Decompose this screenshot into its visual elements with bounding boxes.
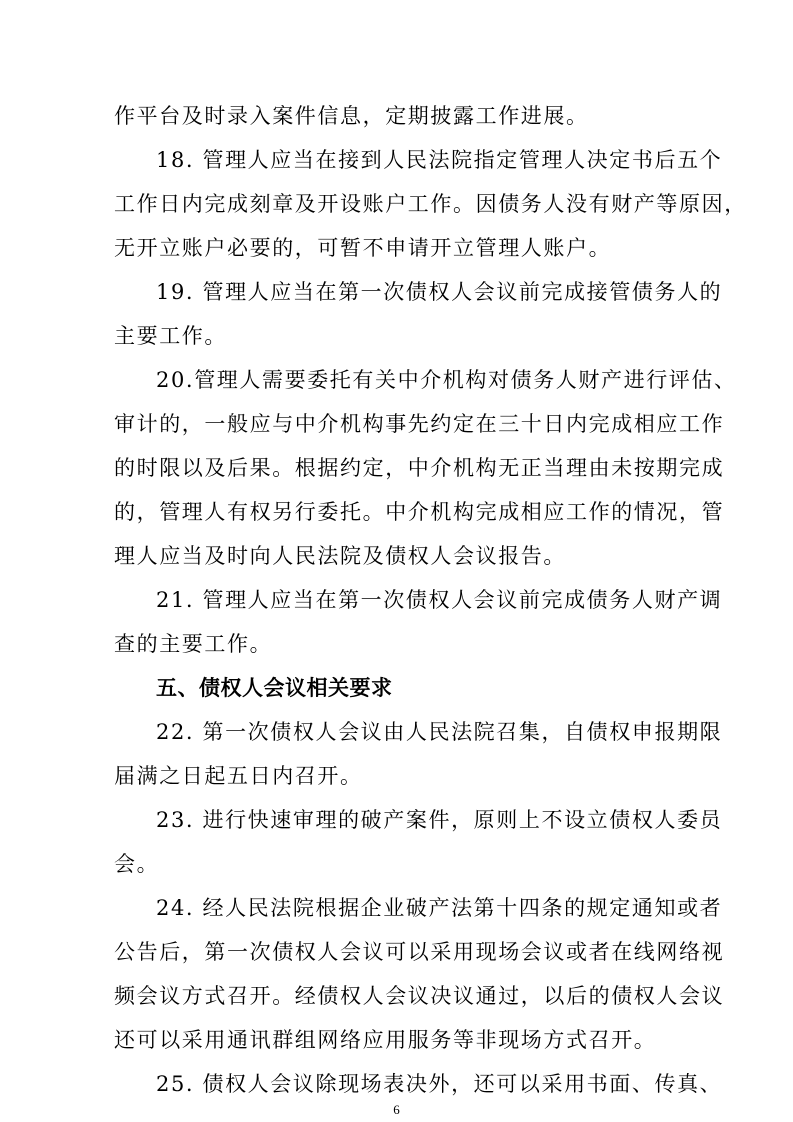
paragraph-20-start: 20.管理人需要委托有关中介机构对债务人财产进行评估、 xyxy=(156,368,737,392)
text-line: 频会议方式召开。经债权人会议决议通过，以后的债权人会议 xyxy=(114,984,725,1008)
text-line: 届满之日起五日内召开。 xyxy=(114,764,363,788)
paragraph-21-start: 21. 管理人应当在第一次债权人会议前完成债务人财产调 xyxy=(156,588,723,612)
page-number: 6 xyxy=(393,1102,400,1117)
text-line: 还可以采用通讯群组网络应用服务等非现场方式召开。 xyxy=(114,1028,657,1052)
text-line: 审计的，一般应与中介机构事先约定在三十日内完成相应工作 xyxy=(114,412,725,436)
text-line: 无开立账户必要的，可暂不申请开立管理人账户。 xyxy=(114,236,612,260)
paragraph-23-start: 23. 进行快速审理的破产案件，原则上不设立债权人委员 xyxy=(156,808,723,832)
text-line: 查的主要工作。 xyxy=(114,632,273,656)
text-line: 会。 xyxy=(114,852,160,876)
text-line: 的时限以及后果。根据约定，中介机构无正当理由未按期完成 xyxy=(114,456,725,480)
text-line: 的，管理人有权另行委托。中介机构完成相应工作的情况，管 xyxy=(114,500,725,524)
text-line: 理人应当及时向人民法院及债权人会议报告。 xyxy=(114,544,566,568)
text-line: 主要工作。 xyxy=(114,324,227,348)
paragraph-22-start: 22. 第一次债权人会议由人民法院召集，自债权申报期限 xyxy=(156,720,723,744)
paragraph-24-start: 24. 经人民法院根据企业破产法第十四条的规定通知或者 xyxy=(156,896,723,920)
text-line: 工作日内完成刻章及开设账户工作。因债务人没有财产等原因， xyxy=(114,192,747,216)
paragraph-19-start: 19. 管理人应当在第一次债权人会议前完成接管债务人的 xyxy=(156,280,723,304)
text-line: 作平台及时录入案件信息，定期披露工作进展。 xyxy=(114,104,589,128)
text-line: 公告后，第一次债权人会议可以采用现场会议或者在线网络视 xyxy=(114,940,725,964)
paragraph-18-start: 18. 管理人应当在接到人民法院指定管理人决定书后五个 xyxy=(156,148,723,172)
section-heading: 五、债权人会议相关要求 xyxy=(156,676,393,700)
paragraph-25-start: 25. 债权人会议除现场表决外，还可以采用书面、传真、 xyxy=(156,1072,723,1096)
